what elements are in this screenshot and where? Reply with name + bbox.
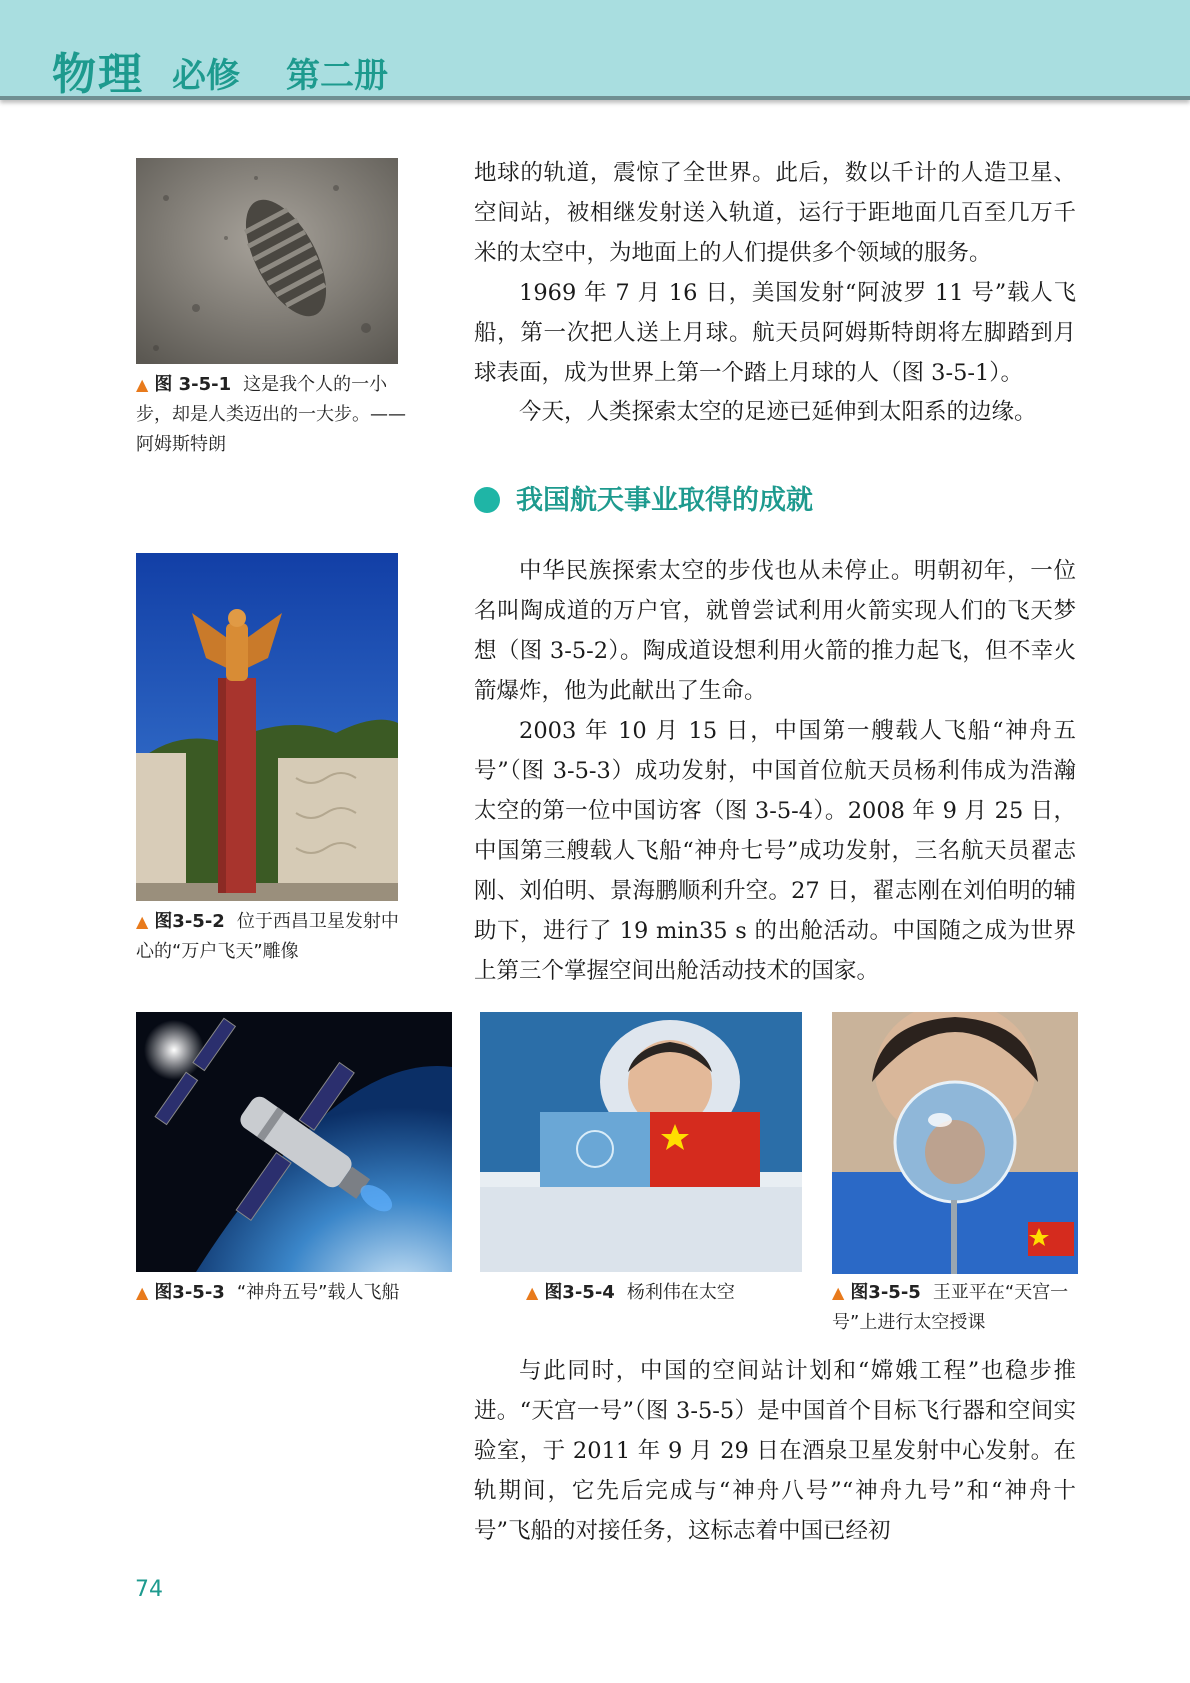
figure-caption-text: 王亚平在“天宫一号”上进行太空授课 [832,1282,1069,1333]
intro-paragraph-3: 今天，人类探索太空的足迹已延伸到太阳系的边缘。 [519,399,1037,425]
figure-moon-footprint [136,158,398,364]
figure-wang-yaping-space-class [832,1012,1078,1274]
figure-wanhu-statue [136,553,398,901]
figure-caption-text: 位于西昌卫星发射中心的“万户飞天”雕像 [136,911,399,962]
section-paragraph-2: 2003 年 10 月 15 日，中国第一艘载人飞船“神舟五号”（图 3-5-3）成功发射，中国首位航天员杨利伟成为浩瀚太空的第一位中国访客（图 3-5-4）。2008 年 9 月 25 日，中国第三艘载人飞船“神舟七号”成功发射，三名航天员翟志刚、刘伯明、景海鹏顺利升空。27 日，翟志刚在刘伯明的辅助下，进行了 19 min35 s 的出舱活动。中国随之成为世界上第三个掌握空间出舱活动技术的国家。 [474,718,1076,984]
section-heading [474,478,813,517]
caption-marker-icon: ▲ [136,375,149,394]
section-paragraph-1: 中华民族探索太空的步伐也从未停止。明朝初年，一位名叫陶成道的万户官，就曾尝试利用火箭实现人们的飞天梦想（图 3-5-2）。陶成道设想利用火箭的推力起飞，但不幸火箭爆炸，他为此献出了生命。 [474,558,1076,704]
figure-shenzhou-5-spacecraft [136,1012,452,1272]
book-subject: 物理 [52,49,144,100]
section-paragraph-3: 与此同时，中国的空间站计划和“嫦娥工程”也稳步推进。“天宫一号”（图 3-5-5）是中国首个目标飞行器和空间实验室，于 2011 年 9 月 29 日在酒泉卫星发射中心发射。在轨期间，它先后完成与“神舟八号”“神舟九号”和“神舟十号”飞船的对接任务，这标志着中国已经初 [474,1358,1076,1544]
caption-marker-icon: ▲ [136,1283,149,1302]
figure-number: 图3-5-5 [850,1282,921,1303]
book-subtitle-volume: 第二册 [286,56,388,96]
figure-number: 图3-5-4 [544,1282,615,1303]
caption-marker-icon: ▲ [136,912,149,931]
intro-paragraph-2: 1969 年 7 月 16 日，美国发射“阿波罗 11 号”载人飞船，第一次把人送上月球。航天员阿姆斯特朗将左脚踏到月球表面，成为世界上第一个踏上月球的人（图 3-5-1）。 [474,280,1076,386]
figure-number: 图 3-5-1 [154,374,232,395]
intro-paragraph-1: 地球的轨道，震惊了全世界。此后，数以千计的人造卫星、空间站，被相继发射送入轨道，运行于距地面几百至几万千米的太空中，为地面上的人们提供多个领域的服务。 [474,160,1076,266]
page-number: 74 [135,1577,163,1602]
figure-caption-text: 杨利伟在太空 [626,1282,735,1303]
section-heading-text: 我国航天事业取得的成就 [516,485,813,516]
figure-caption-3-5-3 [136,1278,466,1308]
figure-caption-3-5-1 [136,370,406,460]
page-header [0,0,1190,100]
figure-yang-liwei-in-space [480,1012,802,1272]
figure-number: 图3-5-2 [154,911,225,932]
figure-caption-text: “神舟五号”载人飞船 [236,1282,400,1303]
figure-caption-3-5-5 [832,1278,1082,1338]
figure-number: 图3-5-3 [154,1282,225,1303]
caption-marker-icon: ▲ [526,1283,539,1302]
figure-caption-3-5-2 [136,907,406,967]
bullet-dot-icon [474,487,500,513]
book-subtitle-required: 必修 [172,56,240,96]
figure-caption-text: 这是我个人的一小步，却是人类迈出的一大步。——阿姆斯特朗 [136,374,406,455]
figure-caption-3-5-4 [526,1278,806,1308]
caption-marker-icon: ▲ [832,1283,845,1302]
